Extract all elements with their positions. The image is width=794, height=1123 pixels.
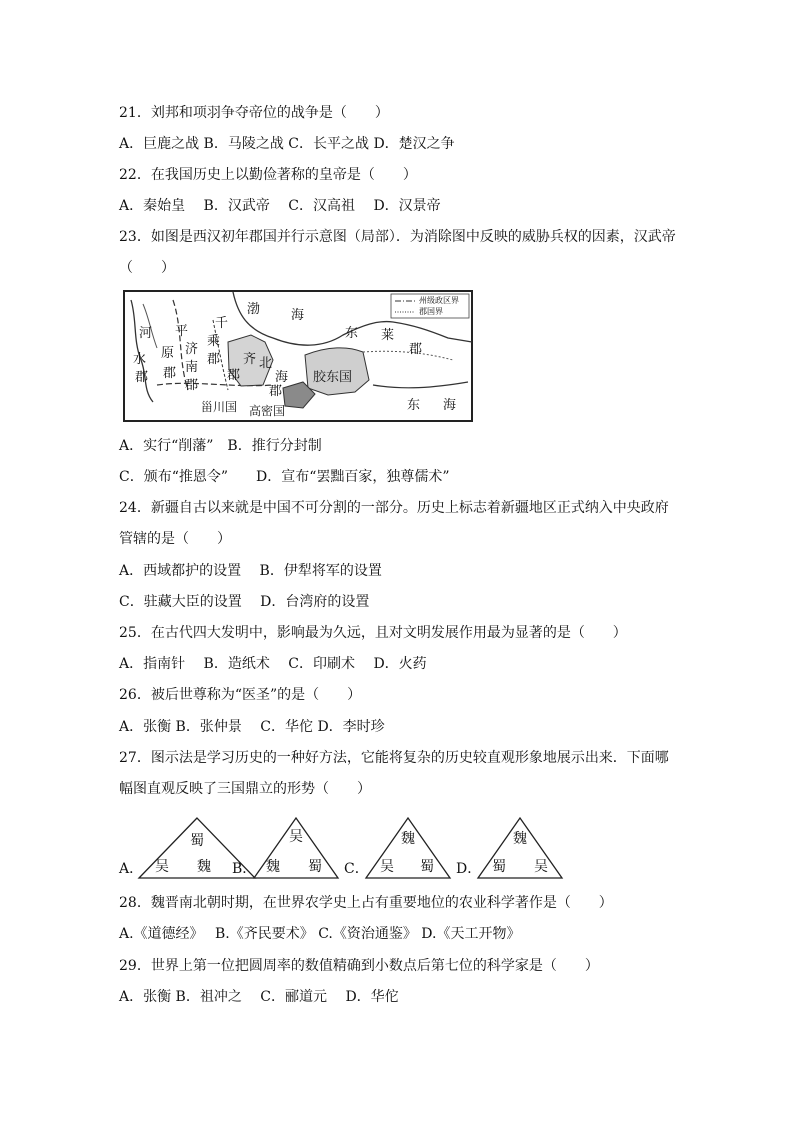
map-label-hai: 海 [291,308,305,323]
tri-d-right: 吴 [534,859,548,875]
map-label-qi: 齐 [243,352,257,367]
map-label-jun-g: 郡 [409,342,423,357]
q24-stem-cont: 管辖的是（ ） [119,531,231,547]
tri-option-d [476,816,596,880]
tri-option-c-letter: C． [344,861,369,877]
q27-stem-cont: 幅图直观反映了三国鼎立的形势（ ） [119,781,371,797]
q24-options-1: A．西域都护的设置 B．伊犁将军的设置 [119,563,382,579]
map-label-shui: 水 [133,352,147,367]
han-commandery-map [123,290,473,422]
q21-options: A．巨鹿之战 B．马陵之战 C．长平之战 D．楚汉之争 [119,136,455,152]
tri-a-top: 蜀 [190,833,204,849]
q24-stem: 24．新疆自古以来就是中国不可分割的一部分。历史上标志着新疆地区正式纳入中央政府 [119,500,669,516]
map-label-jun-c: 郡 [185,378,199,393]
q23-options-1: A．实行“削藩” B．推行分封制 [119,438,322,454]
map-label-jun-b: 郡 [163,366,177,381]
tri-b-left: 魏 [266,859,280,875]
map-label-lai: 莱 [381,328,395,343]
map-label-jiaodong: 胶东国 [313,370,353,385]
q28-options: A.《道德经》 B.《齐民要术》 C.《资治通鉴》 D.《天工开物》 [119,926,521,942]
tri-a-left: 吴 [155,859,169,875]
tri-c-right: 蜀 [420,859,434,875]
q26-stem: 26．被后世尊称为“医圣”的是（ ） [119,687,362,703]
map-label-yuan: 原 [161,346,175,361]
tri-d-top: 魏 [513,831,527,847]
map-label-jun-e: 郡 [227,368,241,383]
tri-b-right: 蜀 [308,859,322,875]
map-label-bei: 北 [259,356,273,371]
map-label-jun-f: 郡 [269,384,283,399]
map-label-jun-a: 郡 [135,370,149,385]
tri-option-d-letter: D． [456,861,482,877]
map-label-gaomi: 高密国 [249,404,286,418]
tri-d-left: 蜀 [492,859,506,875]
q21-stem: 21．刘邦和项羽争夺帝位的战争是（ ） [119,105,389,121]
tri-a-right: 魏 [197,859,211,875]
q25-stem: 25．在古代四大发明中，影响最为久远，且对文明发展作用最为显著的是（ ） [119,625,627,641]
map-label-jun-d: 郡 [207,352,221,367]
q24-options-2: C．驻藏大臣的设置 D．台湾府的设置 [119,594,370,610]
tri-c-top: 魏 [401,831,415,847]
tri-c-left: 吴 [380,859,394,875]
q26-options: A．张衡 B．张仲景 C．华佗 D．李时珍 [119,719,385,735]
map-label-zichuan: 甾川国 [201,400,238,414]
map-label-he: 河 [139,326,153,341]
tri-option-b-letter: B． [232,861,257,877]
map-label-bo: 渤 [247,302,261,317]
legend-commandery-border: 郡国界 [419,307,443,316]
q28-stem: 28．魏晋南北朝时期，在世界农学史上占有重要地位的农业科学著作是（ ） [119,895,613,911]
q29-stem: 29．世界上第一位把圆周率的数值精确到小数点后第七位的科学家是（ ） [119,958,599,974]
map-label-ji: 济 [185,342,199,357]
map-label-beihai: 海 [275,370,289,385]
legend-state-border: 州级政区界 [419,296,459,305]
map-label-donghai-dong: 东 [407,398,421,413]
tri-option-a-letter: A． [119,861,144,877]
q22-stem: 22．在我国历史上以勤俭著称的皇帝是（ ） [119,167,417,183]
q23-stem: 23．如图是西汉初年郡国并行示意图（局部）．为消除图中反映的威胁兵权的因素，汉武帝 [119,229,676,245]
map-label-donghai-hai: 海 [443,398,457,413]
q22-options: A．秦始皇 B．汉武帝 C．汉高祖 D．汉景帝 [119,198,441,214]
map-label-qian: 千 [215,316,229,331]
map-label-dong: 东 [345,326,359,341]
q25-options: A．指南针 B．造纸术 C．印刷术 D．火药 [119,656,427,672]
map-label-cheng: 乘 [207,334,221,349]
q23-stem-cont: （ ） [119,260,175,276]
q27-stem: 27．图示法是学习历史的一种好方法，它能将复杂的历史较直观形象地展示出来．下面哪 [119,750,669,766]
q23-options-2: C．颁布“推恩令” D．宣布“罢黜百家，独尊儒术” [119,469,450,485]
map-label-ping: 平 [175,324,189,339]
map-label-nan: 南 [185,360,199,375]
q29-options: A．张衡 B．祖冲之 C．郦道元 D．华佗 [119,989,399,1005]
tri-b-top: 吴 [289,829,303,845]
